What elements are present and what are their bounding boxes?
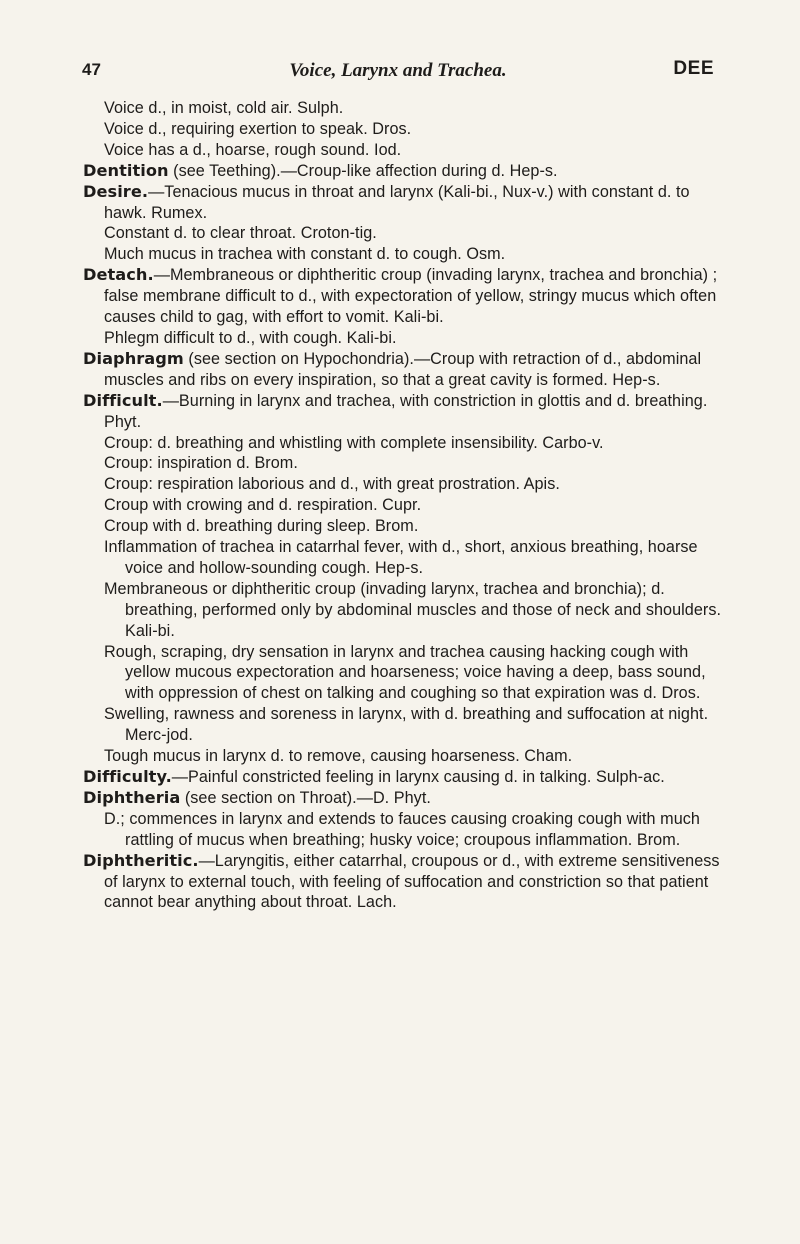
entry-text: Rough, scraping, dry sensation in larynx and trachea causing hacking cough with yellow mucous expectoration and hoarseness; voice having a deep, bass sound, with oppression of chest on talking and coughing so that expiration was d. Dros. (104, 642, 706, 703)
sub-entry (104, 809, 724, 851)
entry-text: Much mucus in trachea with constant d. to cough. Osm. (104, 245, 506, 264)
entry-text: Croup: respiration laborious and d., with great prostration. Apis. (104, 475, 560, 494)
sub-entry (104, 244, 724, 265)
sub-entry (104, 328, 724, 349)
rubric-headword: Dentition (83, 160, 169, 180)
rubric-headword: Difficult. (83, 390, 163, 410)
sub-entry (104, 119, 724, 140)
rubric-entry (83, 767, 724, 788)
rubric-entry (83, 161, 724, 182)
entry-text: (see section on Throat).—D. Phyt. (180, 788, 431, 807)
entry-text: —Tenacious mucus in throat and larynx (Kali-bi., Nux-v.) with constant d. to hawk. Rumex. (104, 182, 690, 222)
entry-text: Croup with d. breathing during sleep. Brom. (104, 517, 419, 536)
rubric-headword: Detach. (83, 265, 154, 285)
sub-entry (104, 495, 724, 516)
sub-entry (104, 579, 724, 642)
sub-entry (104, 704, 724, 746)
sub-entry (104, 140, 724, 161)
rubric-headword: Desire. (83, 181, 149, 201)
page-number: 47 (82, 60, 101, 79)
rubric-entry (83, 349, 724, 391)
running-title: Voice, Larynx and Trachea. (289, 60, 507, 81)
rubric-entry (83, 788, 724, 809)
sub-entry (104, 746, 724, 767)
sub-entry (104, 223, 724, 244)
guide-word: DEE (673, 58, 714, 79)
rubric-headword: Difficulty. (83, 767, 172, 786)
sub-entry (104, 453, 724, 474)
entry-text: Phlegm difficult to d., with cough. Kali-bi. (104, 328, 397, 347)
entry-text: Swelling, rawness and soreness in larynx, with d. breathing and suffocation at night. Merc-jod. (104, 705, 709, 745)
sub-entry (104, 516, 724, 537)
entry-text: —Membraneous or diphtheritic croup (invading larynx, trachea and bronchia) ; false membrane difficult to d., with expectoration of yellow, stringy mucus which often causes child to gag, with effort to vomit. Kali-bi. (104, 266, 718, 327)
entry-text: Croup with crowing and d. respiration. Cupr. (104, 496, 422, 515)
repertory-entries (83, 98, 724, 913)
entry-text: Constant d. to clear throat. Croton-tig. (104, 224, 377, 243)
entry-text: D.; commences in larynx and extends to fauces causing croaking cough with much rattling of mucus when breathing; husky voice; croupous inflammation. Brom. (104, 809, 700, 849)
entry-text: Inflammation of trachea in catarrhal fever, with d., short, anxious breathing, hoarse voice and hollow-sounding cough. Hep-s. (104, 538, 698, 577)
sub-entry (104, 642, 724, 705)
sub-entry (104, 474, 724, 495)
running-head (82, 56, 714, 86)
entry-text: —Painful constricted feeling in larynx causing d. in talking. Sulph-ac. (171, 768, 665, 786)
rubric-entry (83, 182, 724, 224)
sub-entry (104, 537, 724, 579)
entry-text: Membraneous or diphtheritic croup (invading larynx, trachea and bronchia); d. breathing, performed only by abdominal muscles and those of neck and shoulders. Kali-bi. (104, 579, 722, 640)
entry-text: Tough mucus in larynx d. to remove, causing hoarseness. Cham. (104, 747, 573, 766)
entry-text: (see Teething).—Croup-like affection during d. Hep-s. (168, 161, 558, 180)
entry-text: Voice d., requiring exertion to speak. Dros. (104, 119, 412, 138)
rubric-headword: Diphtheritic. (83, 850, 199, 870)
entry-text: Croup: d. breathing and whistling with complete insensibility. Carbo-v. (104, 433, 604, 452)
entry-text: (see section on Hypochondria).—Croup with retraction of d., abdominal muscles and ribs on every inspiration, so that a great cavity is formed. Hep-s. (104, 349, 702, 389)
entry-text: —Laryngitis, either catarrhal, croupous or d., with extreme sensitiveness of larynx to external touch, with feeling of suffocation and constriction so that patient cannot bear anything about throat. Lach. (104, 851, 720, 912)
rubric-entry (83, 265, 724, 328)
entry-text: Voice has a d., hoarse, rough sound. Iod. (104, 140, 402, 159)
rubric-entry (83, 391, 724, 433)
rubric-entry (83, 851, 724, 914)
rubric-headword: Diphtheria (83, 787, 181, 807)
sub-entry (104, 433, 724, 454)
entry-text: Voice d., in moist, cold air. Sulph. (104, 99, 344, 117)
sub-entry (104, 98, 724, 119)
rubric-headword: Diaphragm (83, 348, 184, 368)
entry-text: —Burning in larynx and trachea, with constriction in glottis and d. breathing. Phyt. (104, 391, 708, 431)
entry-text: Croup: inspiration d. Brom. (104, 454, 298, 473)
